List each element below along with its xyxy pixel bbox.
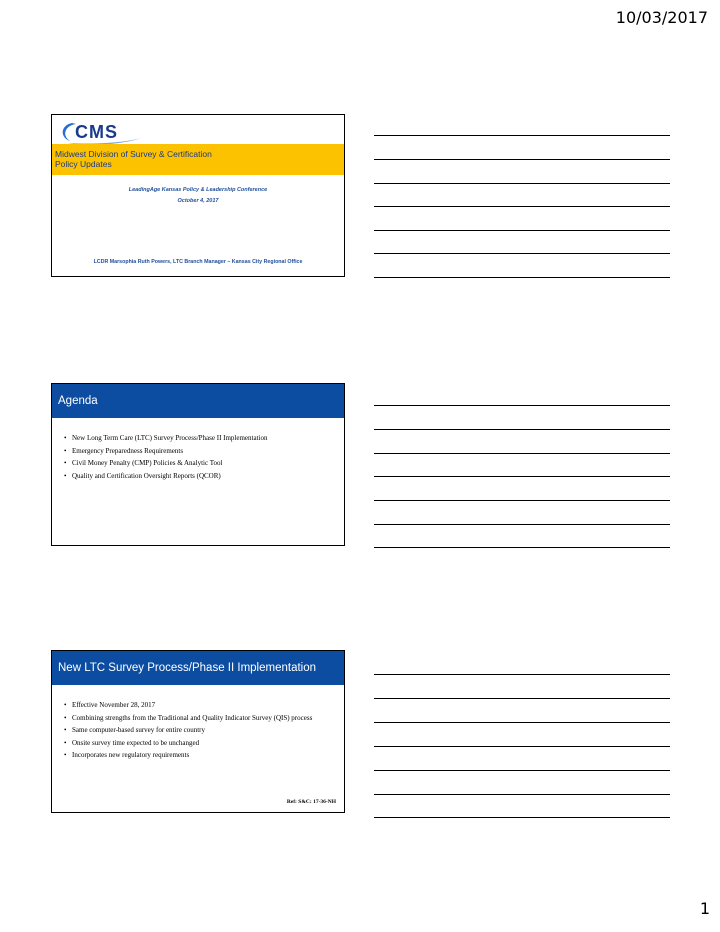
- list-item: • Incorporates new regulatory requirements: [64, 751, 334, 760]
- slide-heading: Agenda: [52, 384, 344, 418]
- list-item: • Same computer-based survey for entire country: [64, 726, 334, 735]
- list-item: • Onsite survey time expected to be unchanged: [64, 739, 334, 748]
- list-item: • New Long Term Care (LTC) Survey Process/Phase II Implementation: [64, 434, 334, 443]
- presenter: LCDR Marsophia Ruth Powers, LTC Branch Manager – Kansas City Regional Office: [93, 259, 303, 265]
- event-name: LeadingAge Kansas Policy & Leadership Conference: [128, 187, 268, 193]
- list-item: • Civil Money Penalty (CMP) Policies & Analytic Tool: [64, 459, 334, 468]
- slide-agenda: [51, 383, 345, 546]
- print-date: 10/03/2017: [615, 8, 708, 27]
- list-item: • Effective November 28, 2017: [64, 701, 334, 710]
- cms-logo: [58, 119, 148, 145]
- slide-title-line2: Policy Updates: [55, 159, 112, 169]
- bullet-list: [64, 434, 334, 484]
- list-item: • Quality and Certification Oversight Reports (QCOR): [64, 472, 334, 481]
- reference-note: Ref: S&C: 17-36-NH: [286, 799, 336, 805]
- event-date: October 4, 2017: [177, 198, 219, 204]
- slide-title: [51, 114, 345, 277]
- page-number: 1: [699, 899, 710, 918]
- list-item: • Combining strengths from the Traditional and Quality Indicator Survey (QIS) process: [64, 714, 334, 723]
- slide-title-line1: Midwest Division of Survey & Certification: [55, 149, 212, 159]
- title-banner: [52, 144, 344, 175]
- list-item: • Emergency Preparedness Requirements: [64, 447, 334, 456]
- bullet-list: [64, 701, 334, 764]
- slide-heading: New LTC Survey Process/Phase II Implementation: [52, 651, 344, 685]
- slide-survey-process: [51, 650, 345, 813]
- cms-logo-text: CMS: [75, 122, 118, 142]
